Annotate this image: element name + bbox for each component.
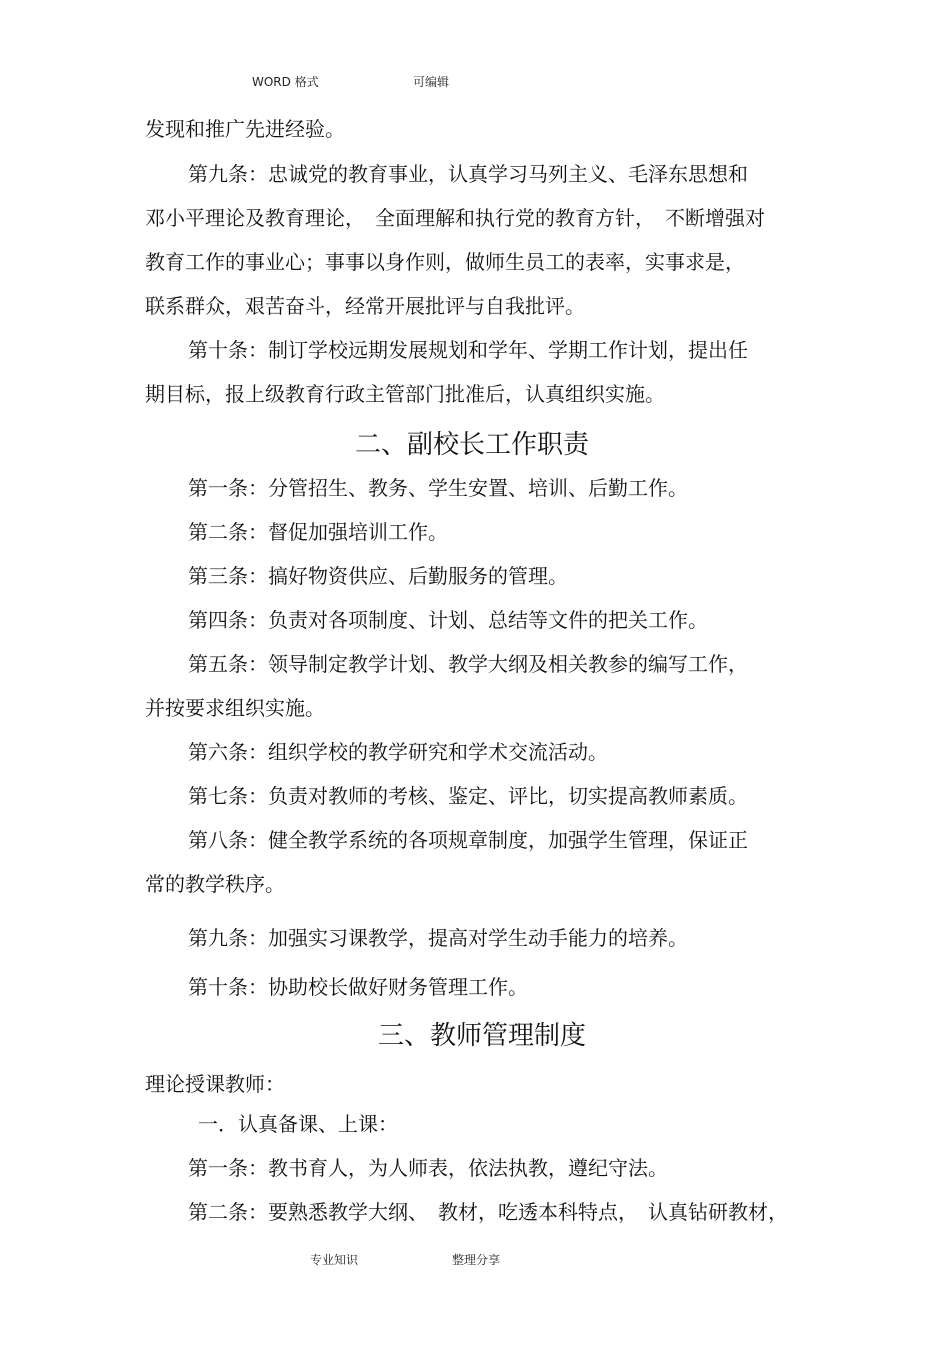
paragraph-line: 第六条：组织学校的教学研究和学术交流活动。 [188, 740, 608, 764]
header-format-label: WORD 格式 [252, 75, 319, 89]
paragraph-line: 第四条：负责对各项制度、计划、总结等文件的把关工作。 [188, 608, 708, 632]
paragraph-line: 并按要求组织实施。 [145, 696, 325, 720]
paragraph-line: 第七条：负责对教师的考核、鉴定、评比，切实提高教师素质。 [188, 784, 748, 808]
paragraph-line: 第八条：健全教学系统的各项规章制度，加强学生管理，保证正 [188, 828, 748, 852]
paragraph-line: 第十条：协助校长做好财务管理工作。 [188, 975, 528, 999]
paragraph-line: 发现和推广先进经验。 [145, 117, 345, 141]
header-editable-label: 可编辑 [413, 75, 450, 89]
paragraph-line: 第九条：忠诚党的教育事业，认真学习马列主义、毛泽东思想和 [188, 162, 748, 186]
paragraph-line: 理论授课教师： [145, 1072, 285, 1096]
paragraph-line: 常的教学秩序。 [145, 872, 285, 896]
paragraph-line: 第一条：教书育人，为人师表，依法执教，遵纪守法。 [188, 1156, 668, 1180]
paragraph-line: 第二条：督促加强培训工作。 [188, 520, 448, 544]
paragraph-line: 第九条：加强实习课教学，提高对学生动手能力的培养。 [188, 926, 688, 950]
section-title-vice-principal: 二、副校长工作职责 [355, 430, 590, 460]
paragraph-line: 联系群众，艰苦奋斗，经常开展批评与自我批评。 [145, 294, 585, 318]
paragraph-line: 第一条：分管招生、教务、学生安置、培训、后勤工作。 [188, 476, 688, 500]
paragraph-line: 第二条：要熟悉教学大纲、 教材，吃透本科特点， 认真钻研教材， [188, 1200, 788, 1224]
paragraph-line: 第十条：制订学校远期发展规划和学年、学期工作计划，提出任 [188, 338, 748, 362]
paragraph-line: 第五条：领导制定教学计划、教学大纲及相关教参的编写工作， [188, 652, 748, 676]
section-title-teacher-rules: 三、教师管理制度 [378, 1021, 587, 1051]
paragraph-line: 一．认真备课、上课： [198, 1112, 398, 1136]
paragraph-line: 第三条：搞好物资供应、后勤服务的管理。 [188, 564, 568, 588]
paragraph-line: 期目标，报上级教育行政主管部门批准后，认真组织实施。 [145, 382, 665, 406]
paragraph-line: 邓小平理论及教育理论， 全面理解和执行党的教育方针， 不断增强对 [145, 206, 765, 230]
footer-knowledge-label: 专业知识 [310, 1253, 359, 1267]
paragraph-line: 教育工作的事业心；事事以身作则，做师生员工的表率，实事求是， [145, 250, 745, 274]
footer-share-label: 整理分享 [452, 1253, 501, 1267]
